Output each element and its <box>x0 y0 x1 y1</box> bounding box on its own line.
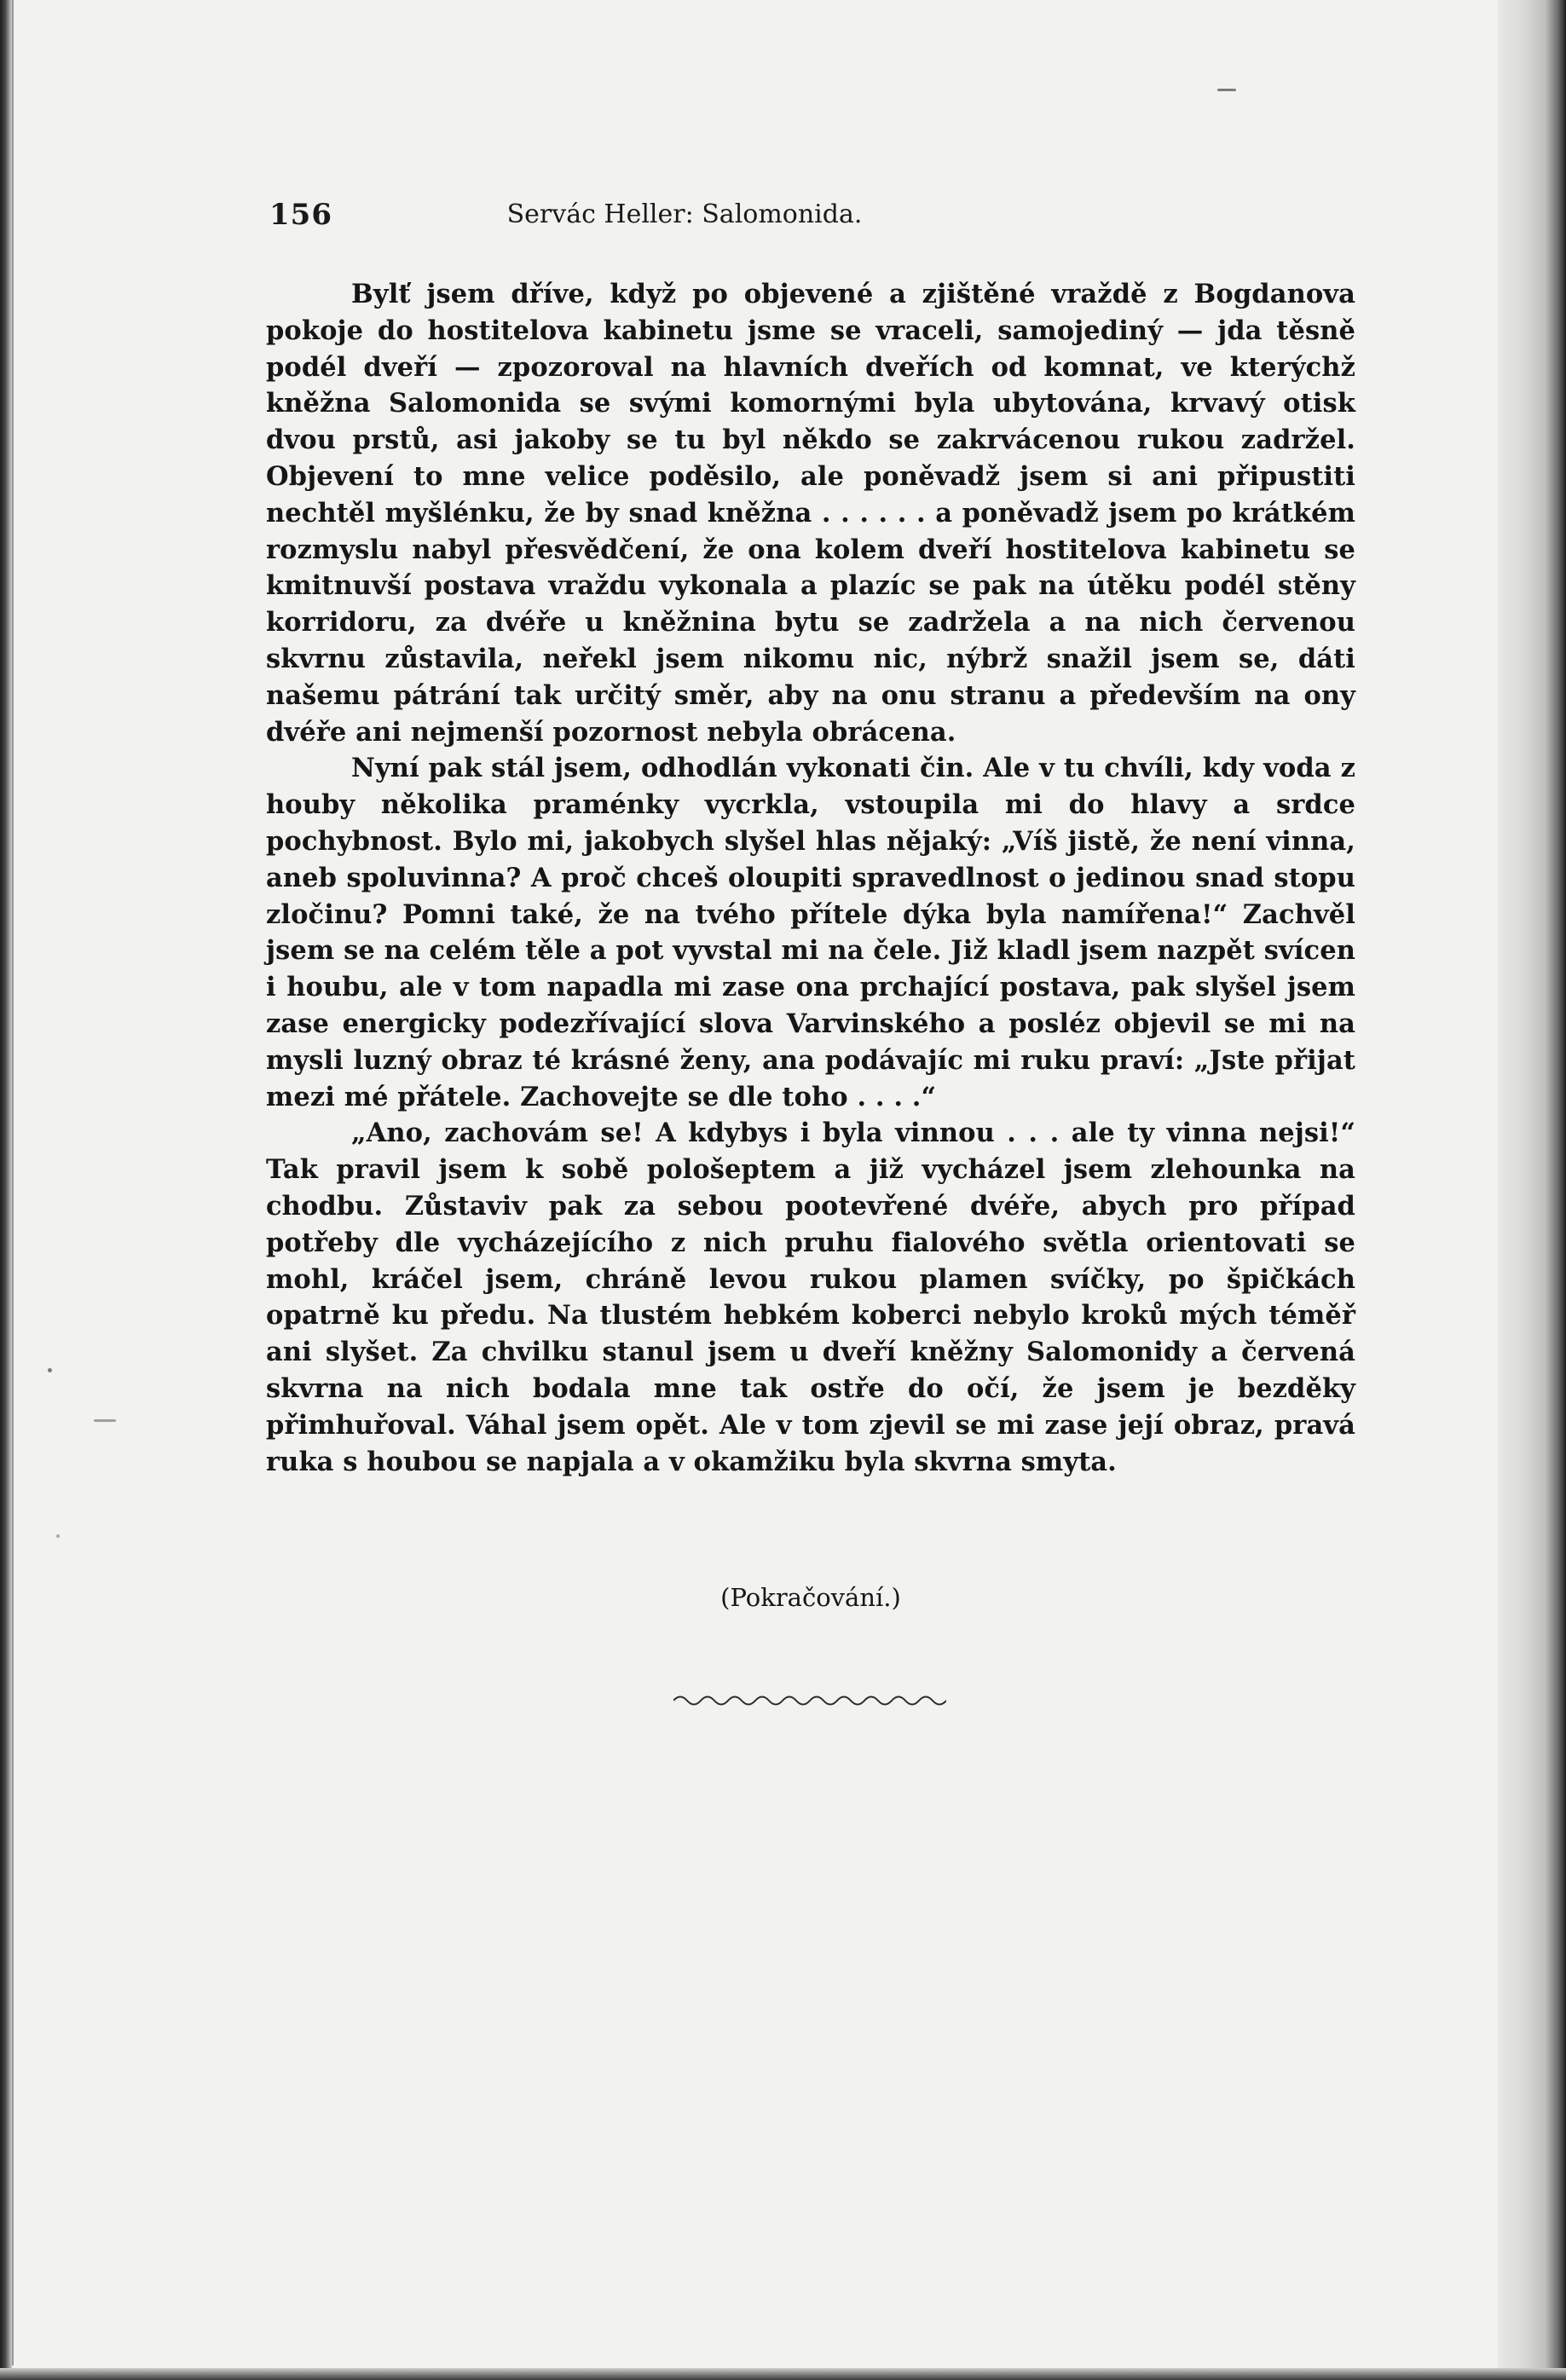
body-text <box>266 276 1355 1480</box>
scan-bottom-edge <box>0 2368 1566 2380</box>
paragraph: „Ano, zachovám se! A kdybys i byla vinnou . . . ale ty vinna nejsi!“ Tak pravil jsem k sobě pološeptem a již vycházel jsem zlehounka na chodbu. Zůstaviv pak za sebou pootevřené dvéře, abych pro případ potřeby dle vycházejícího z nich pruhu fialového světla orientovati se mohl, kráčel jsem, chráně levou rukou plamen svíčky, po špičkách opatrně ku předu. Na tlustém hebkém koberci nebylo kroků mých téměř ani slyšet. Za chvilku stanul jsem u dveří kněžny Salomonidy a červená skvrna na nich bodala mne tak ostře do očí, že jsem je bezděky přimhuřoval. Váhal jsem opět. Ale v tom zjevil se mi zase její obraz, pravá ruka s houbou se napjala a v okamžiku byla skvrna smyta. <box>266 1118 1355 1477</box>
running-title: Servác Heller: Salomonida. <box>506 199 863 229</box>
wavy-ornament-divider <box>673 1692 946 1711</box>
scan-left-edge <box>0 0 12 2380</box>
paragraph: Nyní pak stál jsem, odhodlán vykonati čin. Ale v tu chvíli, kdy voda z houby několika praménky vycrkla, vstoupila mi do hlavy a srdce pochybnost. Bylo mi, jakobych slyšel hlas nějaký: „Víš jistě, že není vinna, aneb spoluvinna? A proč chceš oloupiti spravedlnost o jedinou snad stopu zločinu? Pomni také, že na tvého přítele dýka byla namířena!“ Zachvěl jsem se na celém těle a pot vyvstal mi na čele. Již kladl jsem nazpět svícen i houbu, ale v tom napadla mi zase ona prchající postava, pak slyšel jsem zase energicky podezřívající slova Varvinského a posléz objevil se mi na mysli luzný obraz té krásné ženy, ana podávajíc mi ruku praví: „Jste přijat mezi mé přátele. Zachovejte se dle toho . . . .“ <box>266 753 1355 1112</box>
page-number: 156 <box>269 198 332 232</box>
scan-right-edge <box>1498 0 1566 2380</box>
continuation-note: (Pokračování.) <box>720 1583 901 1612</box>
running-head <box>269 198 1014 239</box>
scan-speck <box>48 1368 52 1372</box>
scan-speck <box>94 1419 116 1422</box>
scan-speck <box>1217 89 1236 91</box>
paragraph: Bylť jsem dříve, když po objevené a zjištěné vraždě z Bogdanova pokoje do hostitelova kabinetu jsme se vraceli, samojediný — jda těsně podél dveří — zpozoroval na hlavních dveřích od komnat, ve kterýchž kněžna Salomonida se svými komornými byla ubytována, krvavý otisk dvou prstů, asi jakoby se tu byl někdo se zakrvácenou rukou zadržel. Objevení to mne velice poděsilo, ale poněvadž jsem si ani připustiti nechtěl myšlénku, že by snad kněžna . . . . . . a poněvadž jsem po krátkém rozmyslu nabyl přesvědčení, že ona kolem dveří hostitelova kabinetu se kmitnuvší postava vraždu vykonala a plazíc se pak na útěku podél stěny korridoru, za dvéře u kněžnina bytu se zadržela a na nich červenou skvrnu zůstavila, neřekl jsem nikomu nic, nýbrž snažil jsem se, dáti našemu pátrání tak určitý směr, aby na onu stranu a především na ony dvéře ani nejmenší pozornost nebyla obrácena. <box>266 279 1355 748</box>
scan-speck <box>56 1534 60 1538</box>
